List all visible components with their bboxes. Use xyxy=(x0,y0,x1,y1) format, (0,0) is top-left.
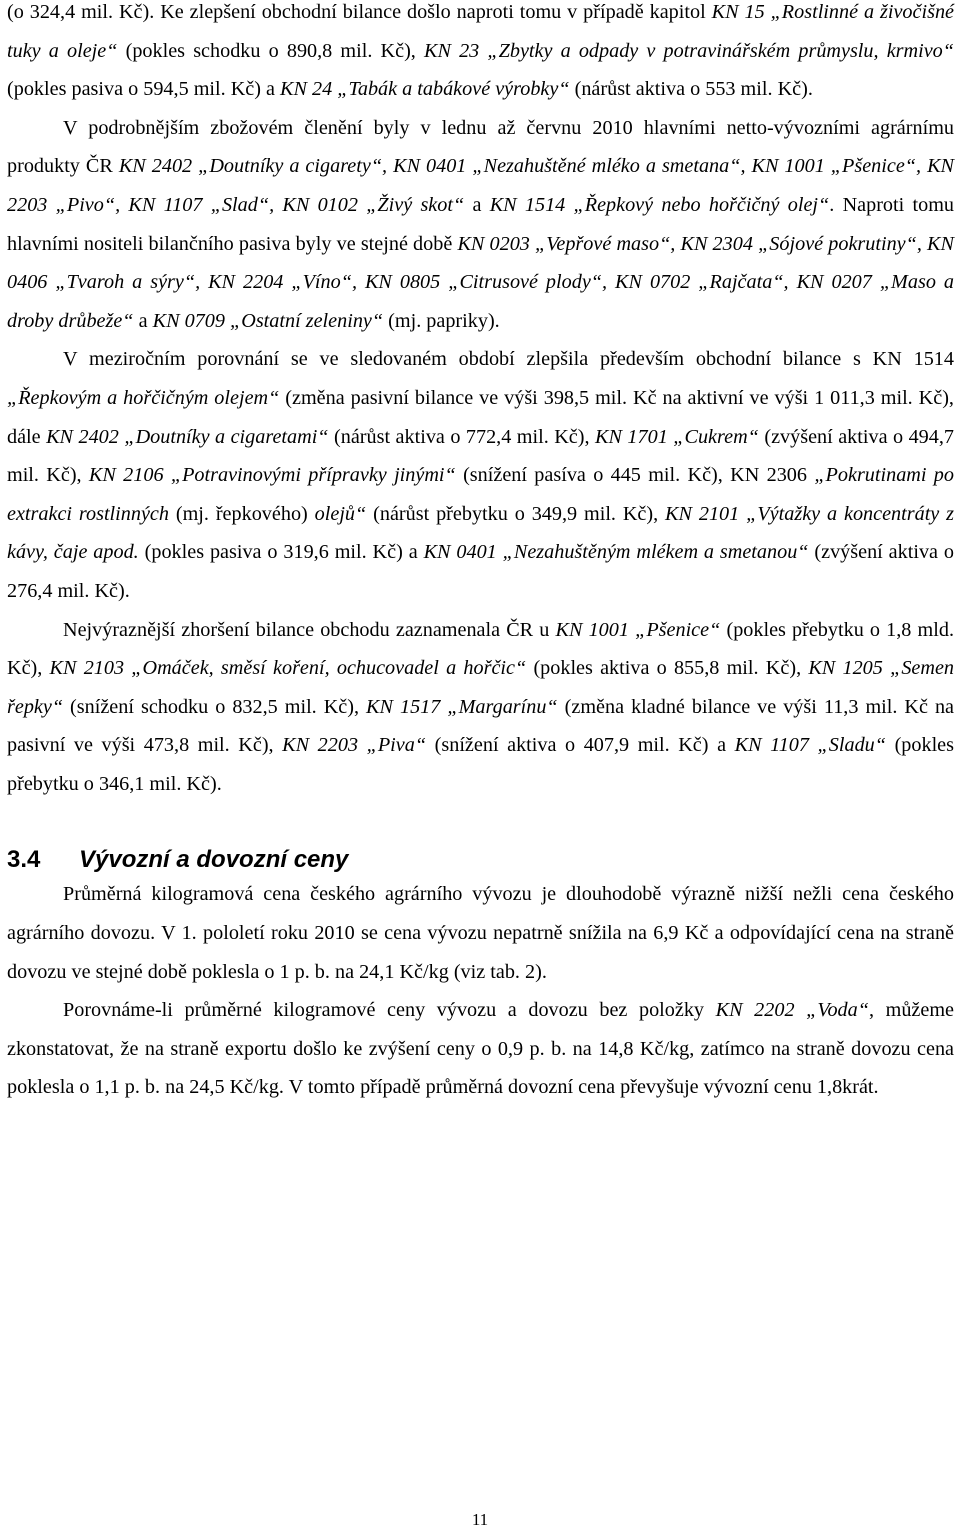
paragraph-prices-without-water xyxy=(7,991,954,1107)
text-run: (pokles přebytku o 346,1 mil. Kč). xyxy=(7,734,955,795)
section-number: 3.4 xyxy=(7,846,41,874)
text-run: (mj. papriky). xyxy=(383,309,500,332)
italic-run: KN 2203 „Piva“ xyxy=(282,734,427,757)
italic-run: KN 2101 „Výtažky a koncentráty z kávy, čaje apod. xyxy=(7,502,955,564)
text-run: (snížení schodku o 832,5 mil. Kč), xyxy=(63,695,367,718)
italic-run: KN 0401 „Nezahuštěným mlékem a smetanou“ xyxy=(423,541,809,564)
italic-run: KN 2202 „Voda“ xyxy=(715,999,869,1022)
italic-run: KN 1001 „Pšenice“ xyxy=(555,618,721,641)
italic-run: KN 2103 „Omáček, směsí koření, ochucovadel a hořčic“ xyxy=(49,657,527,680)
text-run: (změna pasivní bilance ve výši 398,5 mil. Kč na aktivní ve výši 1 011,3 mil. Kč), dále xyxy=(7,386,954,448)
page-number: 11 xyxy=(471,1510,489,1529)
text-run: a xyxy=(133,309,153,332)
document-page xyxy=(7,0,954,1107)
text-run: (pokles aktiva o 855,8 mil. Kč), xyxy=(526,657,809,680)
text-run: (zvýšení aktiva o 276,4 mil. Kč). xyxy=(7,541,954,602)
paragraph-year-on-year-improvement xyxy=(7,340,954,610)
text-run: (pokles pasiva o 594,5 mil. Kč) a xyxy=(7,78,281,101)
text-run: (nárůst přebytku o 349,9 mil. Kč), xyxy=(366,502,666,525)
italic-run: „Pokrutinami po extrakci rostlinných xyxy=(7,464,954,525)
text-run: V podrobnějším zbožovém členění byly v lednu až červnu 2010 hlavními netto-vývozními agrárnímu produkty ČR xyxy=(7,116,954,178)
text-run: a xyxy=(464,193,490,216)
paragraph-trade-balance-chapters xyxy=(7,0,954,109)
paragraph-average-prices xyxy=(7,875,954,991)
italic-run: KN 1701 „Cukrem“ xyxy=(595,425,759,448)
italic-run: „Řepkovým a hořčičným olejem“ xyxy=(7,386,280,409)
text-run: . Naproti tomu hlavními nositeli bilančního pasiva byly ve stejné době xyxy=(7,193,954,255)
text-run: (o 324,4 mil. Kč). Ke zlepšení obchodní bilance došlo naproti tomu v případě kapitol xyxy=(7,1,712,23)
italic-run: KN 15 „Rostlinné a živočišné tuky a oleje“ xyxy=(7,1,954,62)
text-run: (mj. řepkového) xyxy=(168,502,315,525)
section-title: Vývozní a dovozní ceny xyxy=(79,846,349,874)
italic-run: KN 1205 „Semen řepky“ xyxy=(7,657,955,718)
italic-run: KN 24 „Tabák a tabákové výrobky“ xyxy=(280,78,570,101)
paragraph-balance-deterioration xyxy=(7,611,954,804)
italic-run: olejů“ xyxy=(314,502,367,525)
italic-run: KN 2106 „Potravinovými přípravky jinými“ xyxy=(88,464,456,487)
text-run: (nárůst aktiva o 553 mil. Kč). xyxy=(569,78,813,101)
section-heading xyxy=(7,845,954,875)
italic-run: KN 0709 „Ostatní zeleniny“ xyxy=(152,309,384,332)
italic-run: KN 23 „Zbytky a odpady v potravinářském průmyslu, krmivo“ xyxy=(424,39,954,62)
italic-run: KN 2402 „Doutníky a cigarety“, KN 0401 „Nezahuštěné mléko a smetana“, KN 1001 „Pšenice“, KN 2203 „Pivo“, KN 1107 „Slad“, KN 0102 „Živý skot“ xyxy=(7,155,954,216)
italic-run: KN 1107 „Sladu“ xyxy=(734,734,886,757)
text-run: (pokles schodku o 890,8 mil. Kč), xyxy=(117,39,424,62)
text-run: (zvýšení aktiva o 494,7 mil. Kč), xyxy=(7,425,954,487)
text-run: , můžeme zkonstatovat, že na straně exportu došlo ke zvýšení ceny o 0,9 p. b. na 14,8 Kč/kg, zatímco na straně dovozu cena poklesla o 1,1 p. b. na 24,5 Kč/kg. V tomto případě průměrná dovozní cena převyšuje vývozní cenu 1,8krát. xyxy=(7,999,955,1099)
italic-run: KN 2402 „Doutníky a cigaretami“ xyxy=(46,425,329,448)
text-run: (snížení pasíva o 445 mil. Kč), KN 2306 xyxy=(455,464,815,487)
italic-run: KN 1517 „Margarínu“ xyxy=(366,695,558,718)
paragraph-net-export-products xyxy=(7,109,954,341)
text-run: Porovnáme-li průměrné kilogramové ceny vývozu a dovozu bez položky xyxy=(63,999,716,1022)
text-run: Nejvýraznější zhoršení bilance obchodu zaznamenala ČR u xyxy=(63,618,556,641)
text-run: (pokles přebytku o 1,8 mld. Kč), xyxy=(7,618,954,680)
italic-run: KN 1514 „Řepkový nebo hořčičný olej“ xyxy=(489,193,830,216)
text-run: (nárůst aktiva o 772,4 mil. Kč), xyxy=(328,425,596,448)
text-run: (změna kladné bilance ve výši 11,3 mil. Kč na pasivní ve výši 473,8 mil. Kč), xyxy=(7,695,955,757)
text-run: (pokles pasiva o 319,6 mil. Kč) a xyxy=(138,541,424,564)
text-run: Průměrná kilogramová cena českého agrárního vývozu je dlouhodobě výrazně nižší nežli cena českého agrárního dovozu. V 1. pololetí roku 2010 se cena vývozu nepatrně snížila na 6,9 Kč a odpovídající cena na straně dovozu ve stejné době poklesla o 1 p. b. na 24,1 Kč/kg (viz tab. 2). xyxy=(7,883,954,983)
text-run: V meziročním porovnání se ve sledovaném období zlepšila především obchodní bilance s KN 1514 xyxy=(63,348,954,371)
italic-run: KN 0203 „Vepřové maso“, KN 2304 „Sójové pokrutiny“, KN 0406 „Tvaroh a sýry“, KN 2204 „Víno“, KN 0805 „Citrusové plody“, KN 0702 „Rajčata“, KN 0207 „Maso a droby drůbeže“ xyxy=(7,232,954,332)
text-run: (snížení aktiva o 407,9 mil. Kč) a xyxy=(426,734,735,757)
